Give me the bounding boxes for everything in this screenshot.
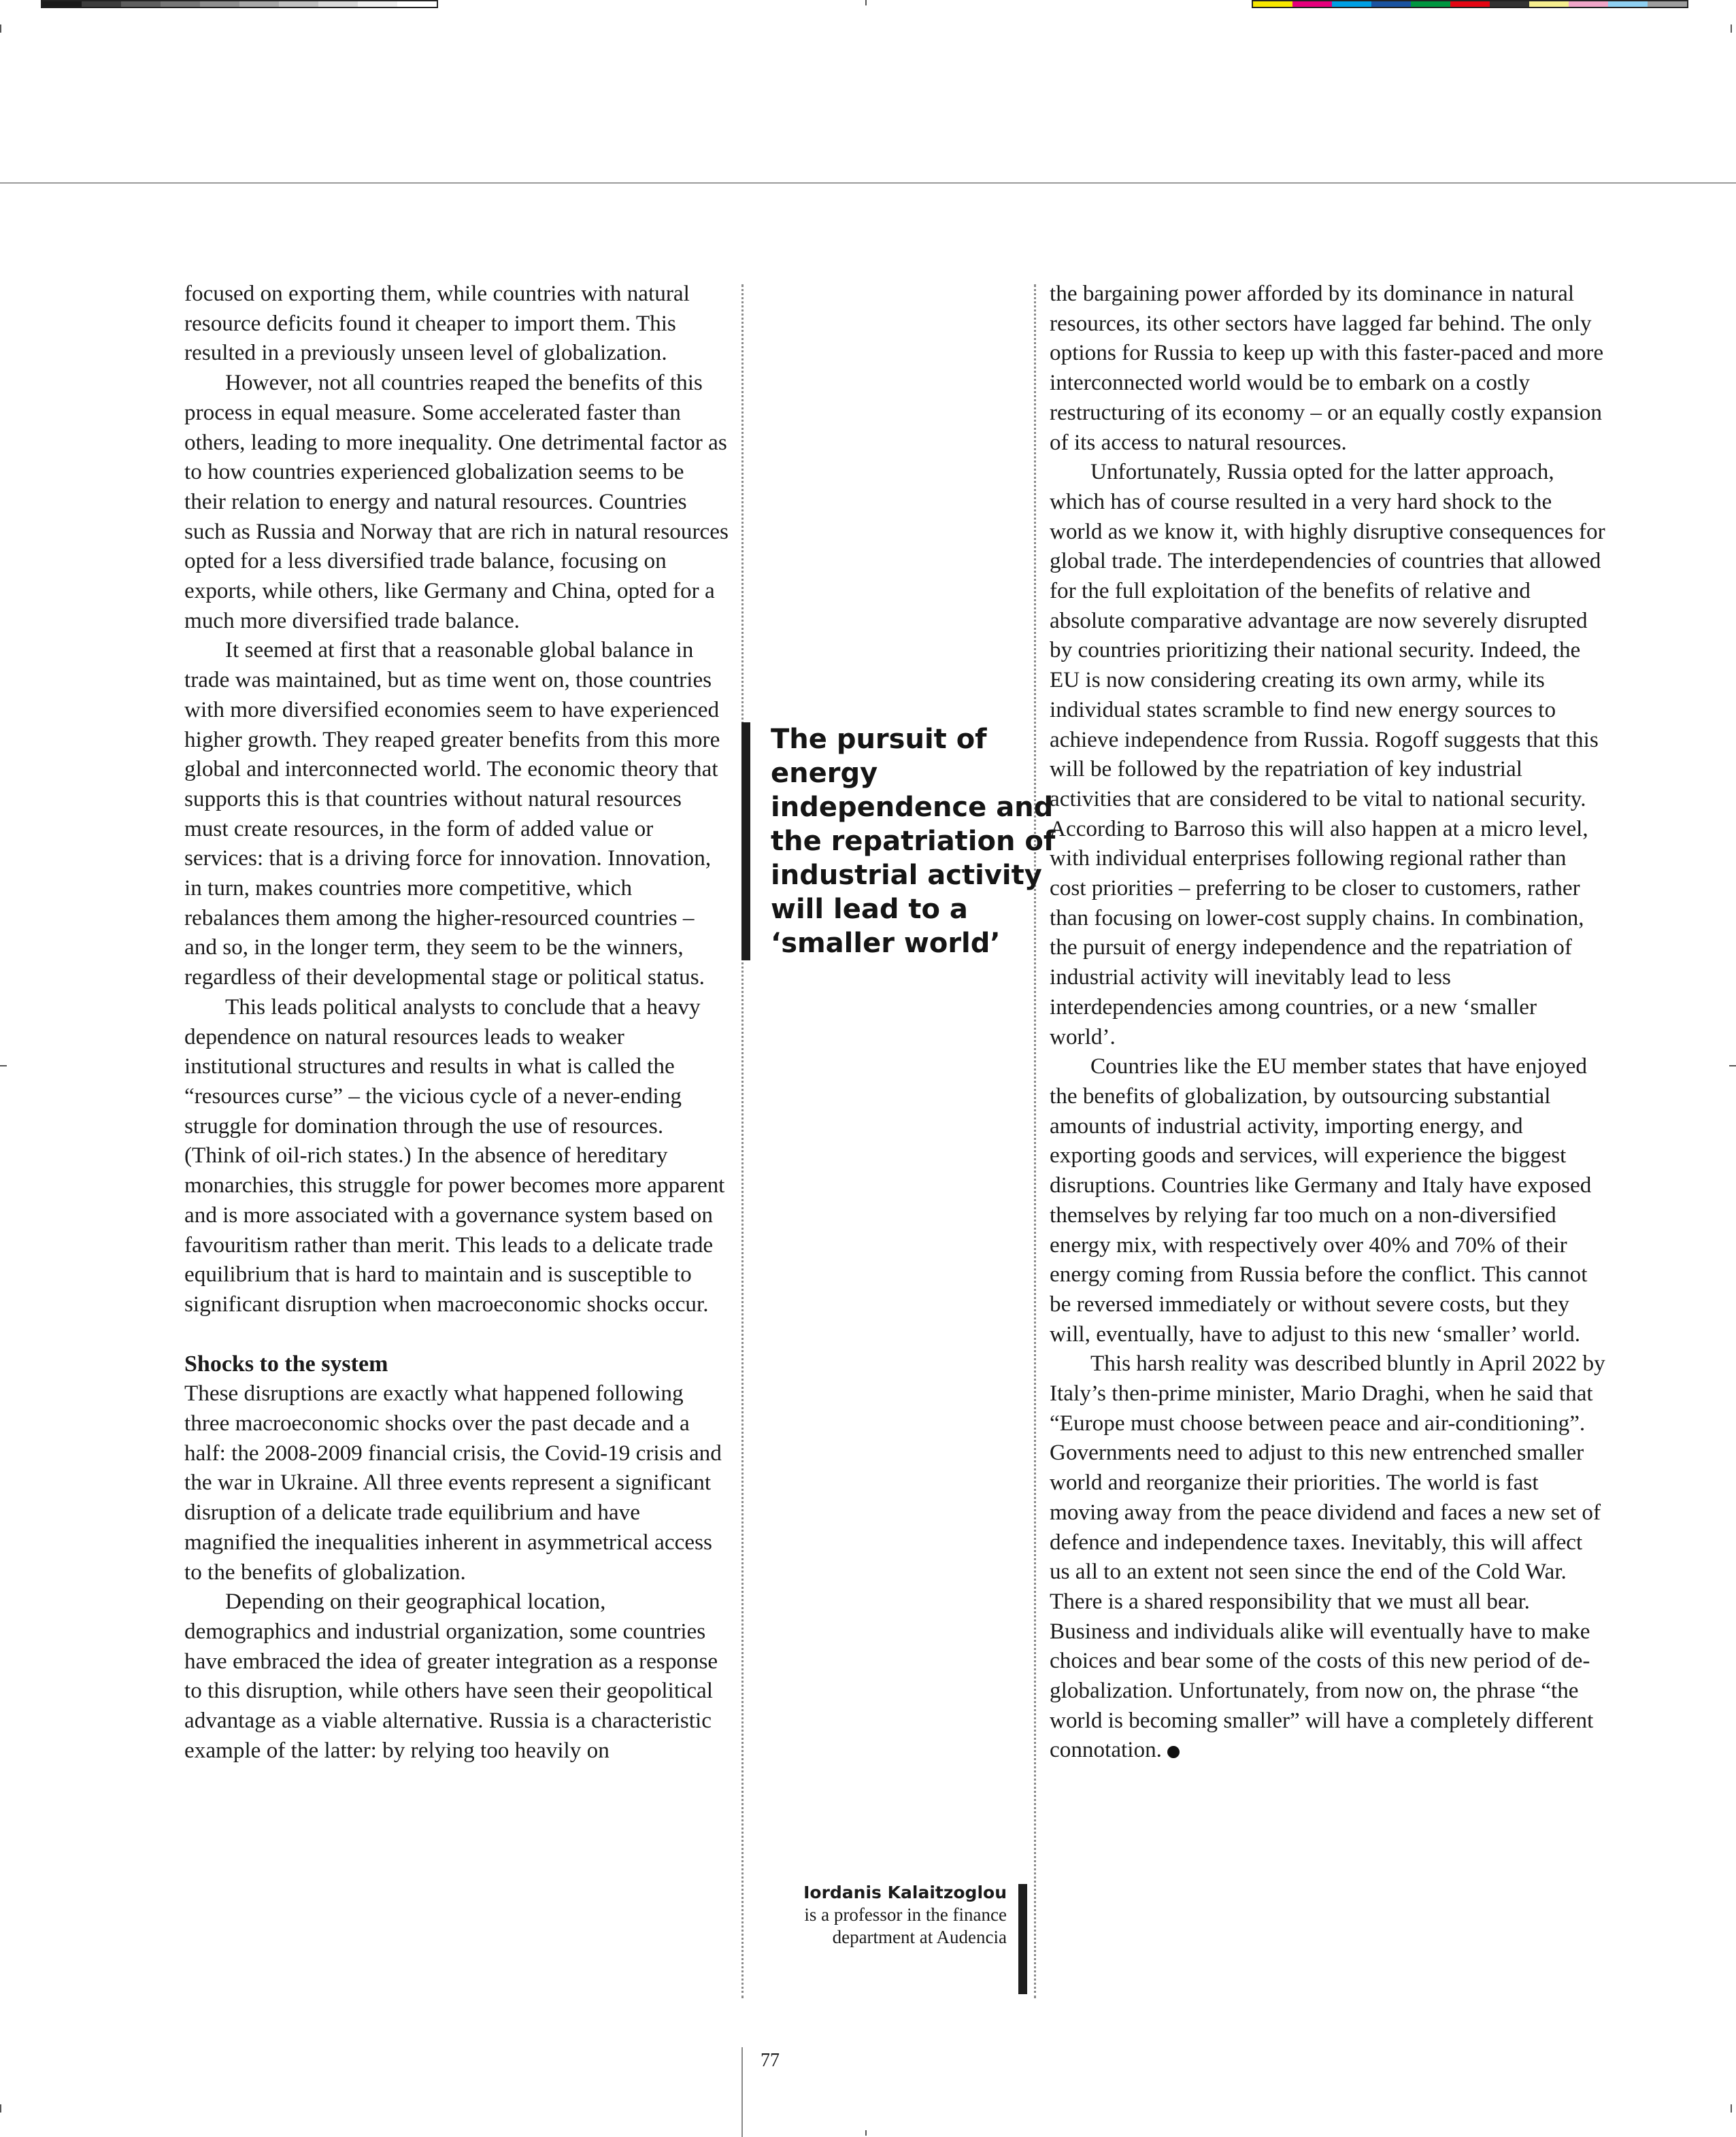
color-swatch xyxy=(1648,1,1687,7)
body-paragraph: focused on exporting them, while countries with natural resource deficits found it cheaper to import them. This resulted in a previously unseen level of globalization. xyxy=(184,281,690,366)
color-swatch xyxy=(1371,1,1411,7)
crop-mark xyxy=(1731,2104,1732,2113)
gray-swatch xyxy=(82,1,121,7)
right-text-column xyxy=(1050,279,1607,1765)
pull-quote: The pursuit of energy independence and the repatriation of industrial activity will lead to a ‘smaller world’ xyxy=(741,722,1056,960)
gray-swatch xyxy=(200,1,239,7)
crop-mark xyxy=(865,2130,867,2136)
color-swatch xyxy=(1332,1,1371,7)
gray-swatch xyxy=(318,1,358,7)
crop-mark xyxy=(1731,24,1732,33)
color-swatch xyxy=(1569,1,1608,7)
color-swatch xyxy=(1292,1,1332,7)
grayscale-color-bar xyxy=(41,0,438,8)
body-paragraph-text: This harsh reality was described bluntly in April 2022 by Italy’s then-prime minister, Mario Draghi, when he said that “Europe must choose between peace and air-conditioning”. Governments need to adjust to this new entrenched smaller world and reorganize their priorities. The world is fast moving away from the peace dividend and faces a new set of defence and independence taxes. Inevitably, this will affect us all to an extent not seen since the end of the Cold War. There is a shared responsibility that we must all bear. Business and individuals alike will eventually have to make choices and bear some of the costs of this new period of de-globalization. Unfortunately, from now on, the phrase “the world is becoming smaller” will have a completely different connotation. xyxy=(1050,1351,1605,1763)
crop-mark xyxy=(1729,1065,1736,1066)
color-swatch xyxy=(1608,1,1648,7)
column-divider-left xyxy=(741,284,744,1998)
color-swatch xyxy=(1490,1,1529,7)
author-bio-text: a professor in the finance department at Audencia xyxy=(821,1904,1007,1947)
body-paragraph: Countries like the EU member states that have enjoyed the benefits of globalization, by outsourcing substantial amounts of industrial activity, importing energy, and exporting goods and services, will experience the biggest disruptions. Countries like Germany and Italy have exposed themselves by relying far too much on a non-diversified energy mix, with respectively over 40% and 70% of their energy coming from Russia before the conflict. This cannot be reversed immediately or without severe costs, but they will, eventually, have to adjust to this new ‘smaller’ world. xyxy=(1050,1054,1592,1347)
process-color-bar xyxy=(1252,0,1688,8)
body-paragraph: These disruptions are exactly what happened following three macroeconomic shocks over the past decade and a half: the 2008-2009 financial crisis, the Covid-19 crisis and the war in Ukraine. All three events represent a significant disruption of a delicate trade equilibrium and have magnified the inequalities inherent in asymmetrical access to the benefits of globalization. xyxy=(184,1381,722,1585)
author-accent-bar xyxy=(1018,1884,1027,1994)
body-paragraph-final xyxy=(1050,1349,1607,1765)
body-paragraph: Depending on their geographical location, demographics and industrial organization, some countries have embraced the idea of greater integration as a response to this disruption, while others have seen their geopolitical advantage as a viable alternative. Russia is a characteristic example of the latter: by relying too heavily on xyxy=(184,1589,718,1763)
body-paragraph: This leads political analysts to conclude that a heavy dependence on natural resources leads to weaker institutional structures and results in what is called the “resources curse” – the vicious cycle of a never-ending struggle for domination through the use of resources. (Think of oil-rich states.) In the absence of hereditary monarchies, this struggle for power becomes more apparent and is more associated with a governance system based on favouritism rather than merit. This leads to a delicate trade equilibrium that is hard to maintain and is susceptible to significant disruption when macroeconomic shocks occur. xyxy=(184,994,725,1317)
gray-swatch xyxy=(161,1,200,7)
gray-swatch xyxy=(358,1,397,7)
body-paragraph: Unfortunately, Russia opted for the latter approach, which has of course resulted in a very hard shock to the world as we know it, with highly disruptive consequences for global trade. The interdependencies of countries that allowed for the full exploitation of the benefits of relative and absolute comparative advantage are now severely disrupted by countries prioritizing their national security. Indeed, the EU is now considering creating its own army, while its individual states scramble to find new energy sources to achieve independence from Russia. Rogoff suggests that this will be followed by the repatriation of key industrial activities that are considered to be vital to national security. According to Barroso this will also happen at a micro level, with individual enterprises following regional rather than cost priorities – preferring to be closer to customers, rather than focusing on lower-cost supply chains. In combination, the pursuit of energy independence and the repatriation of industrial activity will inevitably lead to less interdependencies among countries, or a new ‘smaller world’. xyxy=(1050,459,1605,1049)
color-swatch xyxy=(1411,1,1450,7)
section-subheading: Shocks to the system xyxy=(184,1351,388,1377)
header-rule xyxy=(0,182,1736,184)
gray-swatch xyxy=(397,1,437,7)
crop-mark xyxy=(0,2104,1,2113)
body-paragraph: It seemed at first that a reasonable global balance in trade was maintained, but as time went on, those countries with more diversified economies seem to have experienced higher growth. They reaped greater benefits from this more global and interconnected world. The economic theory that supports this is that countries without natural resources must create resources, in the form of added value or services: that is a driving force for innovation. Innovation, in turn, makes countries more competitive, which rebalances them among the higher-resourced countries – and so, in the longer term, they seem to be the winners, regardless of their developmental stage or political status. xyxy=(184,637,720,990)
left-text-column xyxy=(184,279,729,1765)
end-mark-icon xyxy=(1167,1746,1180,1758)
color-swatch xyxy=(1450,1,1490,7)
body-paragraph: the bargaining power afforded by its dominance in natural resources, its other sectors have lagged far behind. The only options for Russia to keep up with this faster-paced and more interconnected world would be to embark on a costly restructuring of its economy – or an equally costly expansion of its access to natural resources. xyxy=(1050,281,1604,455)
color-swatch xyxy=(1253,1,1292,7)
crop-mark xyxy=(865,0,867,5)
column-divider-right xyxy=(1034,284,1036,1998)
author-name: Iordanis Kalaitzoglou xyxy=(803,1883,1007,1902)
color-swatch xyxy=(1529,1,1569,7)
gray-swatch xyxy=(239,1,279,7)
gray-swatch xyxy=(279,1,318,7)
author-bio-is: is xyxy=(804,1904,817,1925)
page-number: 77 xyxy=(761,2050,780,2071)
crop-mark xyxy=(0,24,1,33)
gray-swatch xyxy=(121,1,161,7)
footer-rule xyxy=(741,2047,743,2137)
body-paragraph: However, not all countries reaped the benefits of this process in equal measure. Some accelerated faster than others, leading to more inequality. One detrimental factor as to how countries experienced globalization seems to be their relation to energy and natural resources. Countries such as Russia and Norway that are rich in natural resources opted for a less diversified trade balance, focusing on exports, while others, like Germany and China, opted for a much more diversified trade balance. xyxy=(184,370,729,633)
author-bio xyxy=(803,1881,1007,1949)
gray-swatch xyxy=(42,1,82,7)
crop-mark xyxy=(0,1065,7,1066)
